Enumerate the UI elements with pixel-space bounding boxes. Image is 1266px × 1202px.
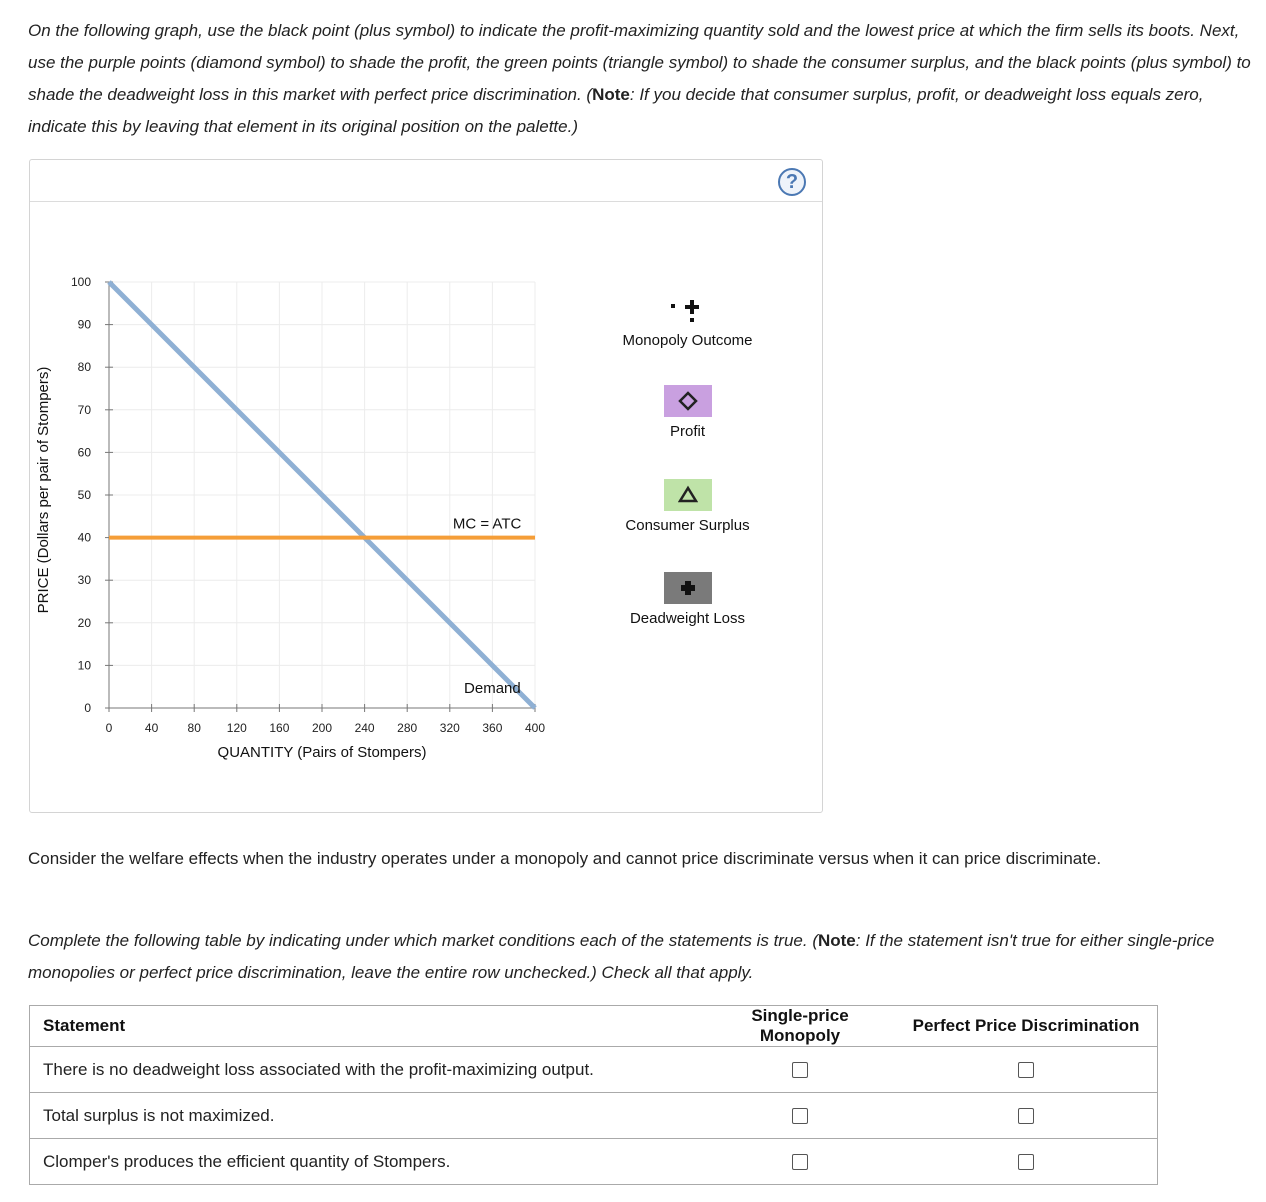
x-tick-label: 80: [187, 721, 201, 735]
cell-perfect-discrimination: [895, 1139, 1158, 1185]
header-perfect-price-discrimination: Perfect Price Discrimination: [895, 1006, 1158, 1047]
palette-consumer-surplus[interactable]: [600, 479, 775, 534]
cell-single-price: [705, 1047, 895, 1093]
y-tick-label: 0: [84, 701, 91, 715]
table-intro-part2: : If the statement isn't true for either single-price monopolies or perfect price discrimination, leave the entire row unchecked.) Check all that apply.: [28, 931, 1215, 982]
table-intro-part1: Complete the following table by indicating under which market conditions each of the statements is true. (: [28, 931, 818, 950]
y-tick-label: 100: [70, 275, 91, 289]
plus-icon[interactable]: [664, 572, 712, 604]
palette-label: Consumer Surplus: [625, 517, 750, 534]
statements-table: [29, 1005, 1158, 1185]
demand-label: Demand: [464, 680, 521, 698]
cell-single-price: [705, 1139, 895, 1185]
plus-icon[interactable]: [664, 294, 712, 326]
table-header-row: [30, 1006, 1158, 1047]
y-tick-label: 60: [77, 445, 91, 460]
table-intro: [28, 925, 1253, 989]
y-tick-label: 80: [77, 360, 91, 375]
table-row: [30, 1093, 1158, 1139]
x-tick-label: 240: [354, 721, 375, 735]
checkbox-single-price-row-2[interactable]: [792, 1108, 808, 1124]
mc-atc-label: MC = ATC: [452, 515, 522, 533]
y-tick-label: 10: [77, 658, 91, 673]
cell-single-price: [705, 1093, 895, 1139]
header-statement: Statement: [30, 1006, 706, 1047]
cell-perfect-discrimination: [895, 1093, 1158, 1139]
x-tick-label: 0: [105, 721, 113, 735]
cell-perfect-discrimination: [895, 1047, 1158, 1093]
instructions-part1: On the following graph, use the black point (plus symbol) to indicate the profit-maximizing quantity sold and the lowest price at which the firm sells its boots. Next, use the purple points (diamond symbol) to shade the profit, the green points (triangle symbol) to shade the consumer surplus, and the black points (plus symbol) to shade the deadweight loss in this market with perfect price discrimination. (: [28, 21, 1251, 104]
header-single-price-monopoly: Single-price Monopoly: [705, 1006, 895, 1047]
instructions-note-label: Note: [592, 85, 630, 104]
chart-axes: [105, 282, 535, 712]
palette-deadweight-loss[interactable]: [600, 572, 775, 627]
instructions: [28, 15, 1253, 143]
y-tick-label: 30: [77, 573, 91, 588]
statement-text: Clomper's produces the efficient quantity of Stompers.: [30, 1139, 706, 1185]
help-icon[interactable]: ?: [778, 168, 806, 196]
y-tick-label: 40: [77, 530, 91, 545]
y-tick-label: 70: [77, 402, 91, 417]
y-axis-title: PRICE (Dollars per pair of Stompers): [35, 366, 52, 614]
checkbox-perfect-discrimination-row-1[interactable]: [1018, 1062, 1034, 1078]
checkbox-single-price-row-3[interactable]: [792, 1154, 808, 1170]
x-tick-label: 120: [226, 721, 247, 735]
statement-text: There is no deadweight loss associated with the profit-maximizing output.: [30, 1047, 706, 1093]
triangle-icon[interactable]: [664, 479, 712, 511]
statement-text: Total surplus is not maximized.: [30, 1093, 706, 1139]
palette-label: Monopoly Outcome: [622, 332, 753, 349]
chart-labels: [35, 275, 545, 761]
checkbox-perfect-discrimination-row-3[interactable]: [1018, 1154, 1034, 1170]
x-tick-label: 400: [524, 721, 546, 735]
palette-profit[interactable]: [600, 385, 775, 440]
table-row: [30, 1139, 1158, 1185]
x-tick-label: 40: [144, 721, 159, 735]
x-tick-label: 200: [311, 721, 333, 735]
y-tick-label: 20: [77, 615, 91, 630]
checkbox-perfect-discrimination-row-2[interactable]: [1018, 1108, 1034, 1124]
graph-panel: [29, 159, 823, 813]
palette-label: Deadweight Loss: [629, 610, 746, 627]
x-tick-label: 360: [482, 721, 503, 735]
x-tick-label: 160: [269, 721, 290, 735]
checkbox-single-price-row-1[interactable]: [792, 1062, 808, 1078]
x-tick-label: 280: [397, 721, 418, 735]
y-tick-label: 50: [77, 488, 91, 502]
x-tick-label: 320: [439, 721, 460, 735]
welfare-text: Consider the welfare effects when the industry operates under a monopoly and cannot price discriminate versus when it can price discriminate.: [28, 849, 1102, 868]
instructions-part2: : If you decide that consumer surplus, profit, or deadweight loss equals zero, indicate this by leaving that element in its original position on the palette.): [28, 85, 1204, 136]
palette-label: Profit: [669, 423, 705, 440]
diamond-icon[interactable]: [664, 385, 712, 417]
y-tick-label: 90: [77, 317, 91, 332]
palette-monopoly-outcome[interactable]: [600, 294, 775, 349]
table-row: [30, 1047, 1158, 1093]
table-intro-note-label: Note: [817, 931, 856, 950]
x-axis-title: QUANTITY (Pairs of Stompers): [217, 744, 427, 761]
